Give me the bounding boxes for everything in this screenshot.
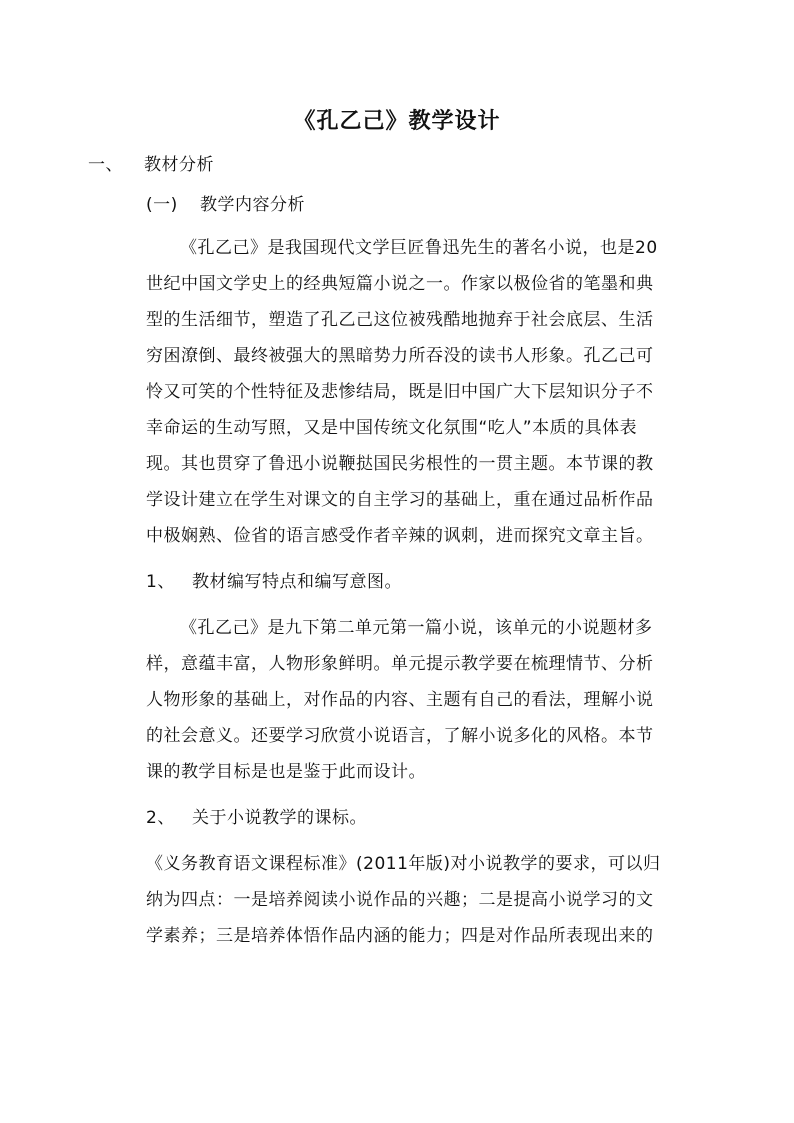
paragraph-line: 幸命运的生动写照，又是中国传统文化氛围“吃人”本质的具体表 [146,418,638,438]
item-heading-text: 教材编写特点和编写意图。 [192,572,402,592]
section-marker: 一、 [88,155,123,175]
paragraph-line: 中极娴熟、俭省的语言感受作者辛辣的讽刺，进而探究文章主旨。 [146,526,654,546]
paragraph-line: 穷困潦倒、最终被强大的黑暗势力所吞没的读书人形象。孔乙己可 [146,346,654,366]
section-heading [88,150,214,175]
paragraph-line: 《义务教育语文课程标准》(2011年版)对小说教学的要求，可以归 [146,854,661,874]
section-heading-text: 教材分析 [144,155,214,175]
paragraph-line: 现。其也贯穿了鲁迅小说鞭挞国民劣根性的一贯主题。本节课的教 [146,454,654,474]
subsection-marker: (一) [146,195,178,215]
paragraph-line: 课的教学目标是也是鉴于此而设计。 [146,762,426,782]
item-heading [146,567,402,592]
item-heading [146,803,367,828]
paragraph-line: 《孔乙己》是我国现代文学巨匠鲁迅先生的著名小说，也是20 [180,238,658,258]
paragraph-line: 学素养；三是培养体悟作品内涵的能力；四是对作品所表现出来的 [146,926,654,946]
subsection-heading-text: 教学内容分析 [200,195,305,215]
paragraph-line: 样，意蕴丰富，人物形象鲜明。单元提示教学要在梳理情节、分析 [146,654,654,674]
paragraph-line: 世纪中国文学史上的经典短篇小说之一。作家以极俭省的笔墨和典 [146,274,654,294]
paragraph-line: 纳为四点：一是培养阅读小说作品的兴趣；二是提高小说学习的文 [146,890,654,910]
paragraph-line: 《孔乙己》是九下第二单元第一篇小说，该单元的小说题材多 [180,618,653,638]
item-heading-text: 关于小说教学的课标。 [192,808,367,828]
paragraph-line: 型的生活细节，塑造了孔乙己这位被残酷地抛弃于社会底层、生活 [146,310,654,330]
paragraph-line: 怜又可笑的个性特征及悲惨结局，既是旧中国广大下层知识分子不 [146,382,654,402]
item-marker: 2、 [146,808,175,828]
subsection-heading [146,190,305,215]
document-title: 《孔乙己》教学设计 [293,109,501,134]
item-marker: 1、 [146,572,175,592]
paragraph-line: 人物形象的基础上，对作品的内容、主题有自己的看法，理解小说 [146,690,654,710]
paragraph-line: 的社会意义。还要学习欣赏小说语言，了解小说多化的风格。本节 [146,726,654,746]
paragraph-line: 学设计建立在学生对课文的自主学习的基础上，重在通过品析作品 [146,490,654,510]
